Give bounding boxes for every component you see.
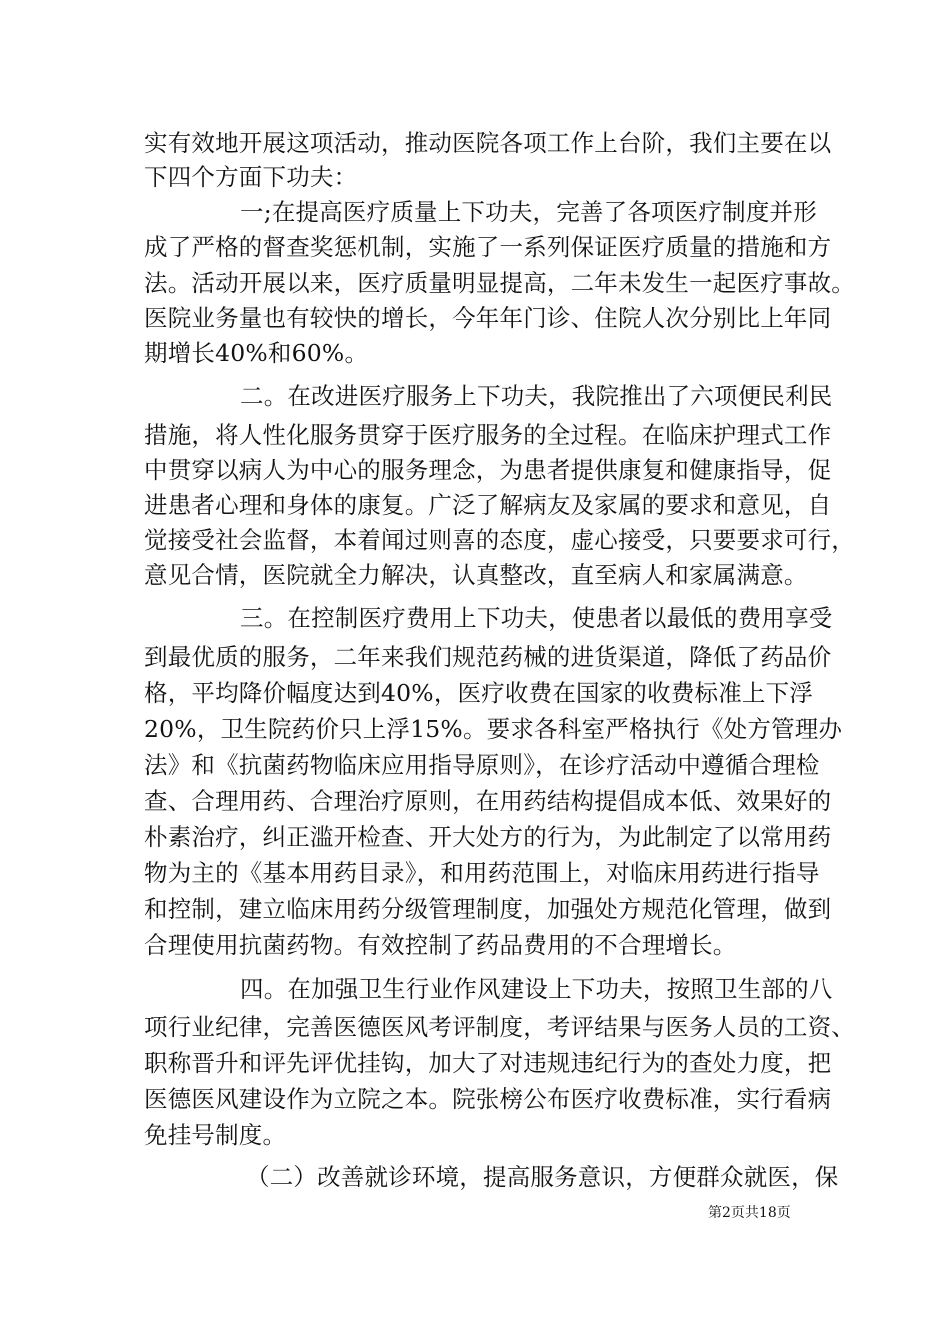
text-line: 格，平均降价幅度达到40%，医疗收费在国家的收费标准上下浮 — [144, 679, 814, 707]
text-line: 物为主的《基本用药目录》，和用药范围上，对临床用药进行指导 — [144, 859, 820, 887]
text-line: 医德医风建设作为立院之本。院张榜公布医疗收费标准，实行看病 — [144, 1085, 832, 1113]
text-line: 医院业务量也有较快的增长，今年年门诊、住院人次分别比上年同 — [144, 304, 832, 332]
text-line: 意见合情，医院就全力解决，认真整改，直至病人和家属满意。 — [144, 561, 808, 589]
section-2-heading: （二）改善就诊环境，提高服务意识，方便群众就医，保 — [246, 1163, 839, 1191]
text-line: 查、合理用药、合理治疗原则，在用药结构提倡成本低、效果好的 — [144, 787, 832, 815]
paragraph-4-start: 四。在加强卫生行业作风建设上下功夫，按照卫生部的八 — [240, 975, 833, 1003]
paragraph-1-start: 一;在提高医疗质量上下功夫，完善了各项医疗制度并形 — [240, 198, 817, 226]
page-number-footer: 第2页共18页 — [708, 1205, 791, 1221]
text-line: 和控制，建立临床用药分级管理制度，加强处方规范化管理，做到 — [144, 895, 832, 923]
text-line: 项行业纪律，完善医德医风考评制度，考评结果与医务人员的工资、 — [144, 1013, 855, 1041]
text-line: 中贯穿以病人为中心的服务理念，为患者提供康复和健康指导，促 — [144, 456, 832, 484]
text-line: 成了严格的督查奖惩机制，实施了一系列保证医疗质量的措施和方 — [144, 233, 832, 261]
paragraph-3-start: 三。在控制医疗费用上下功夫，使患者以最低的费用享受 — [240, 604, 833, 632]
text-line: 措施，将人性化服务贯穿于医疗服务的全过程。在临床护理式工作 — [144, 421, 832, 449]
text-line: 法。活动开展以来，医疗质量明显提高，二年未发生一起医疗事故。 — [144, 269, 855, 297]
text-line: 职称晋升和评先评优挂钩，加大了对违规违纪行为的查处力度，把 — [144, 1049, 832, 1077]
text-line: 20%，卫生院药价只上浮15%。要求各科室严格执行《处方管理办 — [144, 715, 843, 743]
paragraph-2-start: 二。在改进医疗服务上下功夫，我院推出了六项便民利民 — [240, 382, 833, 410]
text-line: 实有效地开展这项活动，推动医院各项工作上台阶，我们主要在以 — [144, 129, 832, 157]
text-line: 免挂号制度。 — [144, 1121, 287, 1149]
text-line: 进患者心理和身体的康复。广泛了解病友及家属的要求和意见，自 — [144, 491, 832, 519]
text-line: 合理使用抗菌药物。有效控制了药品费用的不合理增长。 — [144, 931, 737, 959]
text-line: 朴素治疗，纠正滥开检查、开大处方的行为，为此制定了以常用药 — [144, 823, 832, 851]
text-line: 下四个方面下功夫： — [144, 163, 358, 191]
text-line: 期增长40%和60%。 — [144, 339, 369, 367]
text-line: 到最优质的服务，二年来我们规范药械的进货渠道，降低了药品价 — [144, 643, 832, 671]
text-line: 觉接受社会监督，本着闻过则喜的态度，虚心接受，只要要求可行， — [144, 526, 855, 554]
text-line: 法》和《抗菌药物临床应用指导原则》，在诊疗活动中遵循合理检 — [144, 751, 820, 779]
